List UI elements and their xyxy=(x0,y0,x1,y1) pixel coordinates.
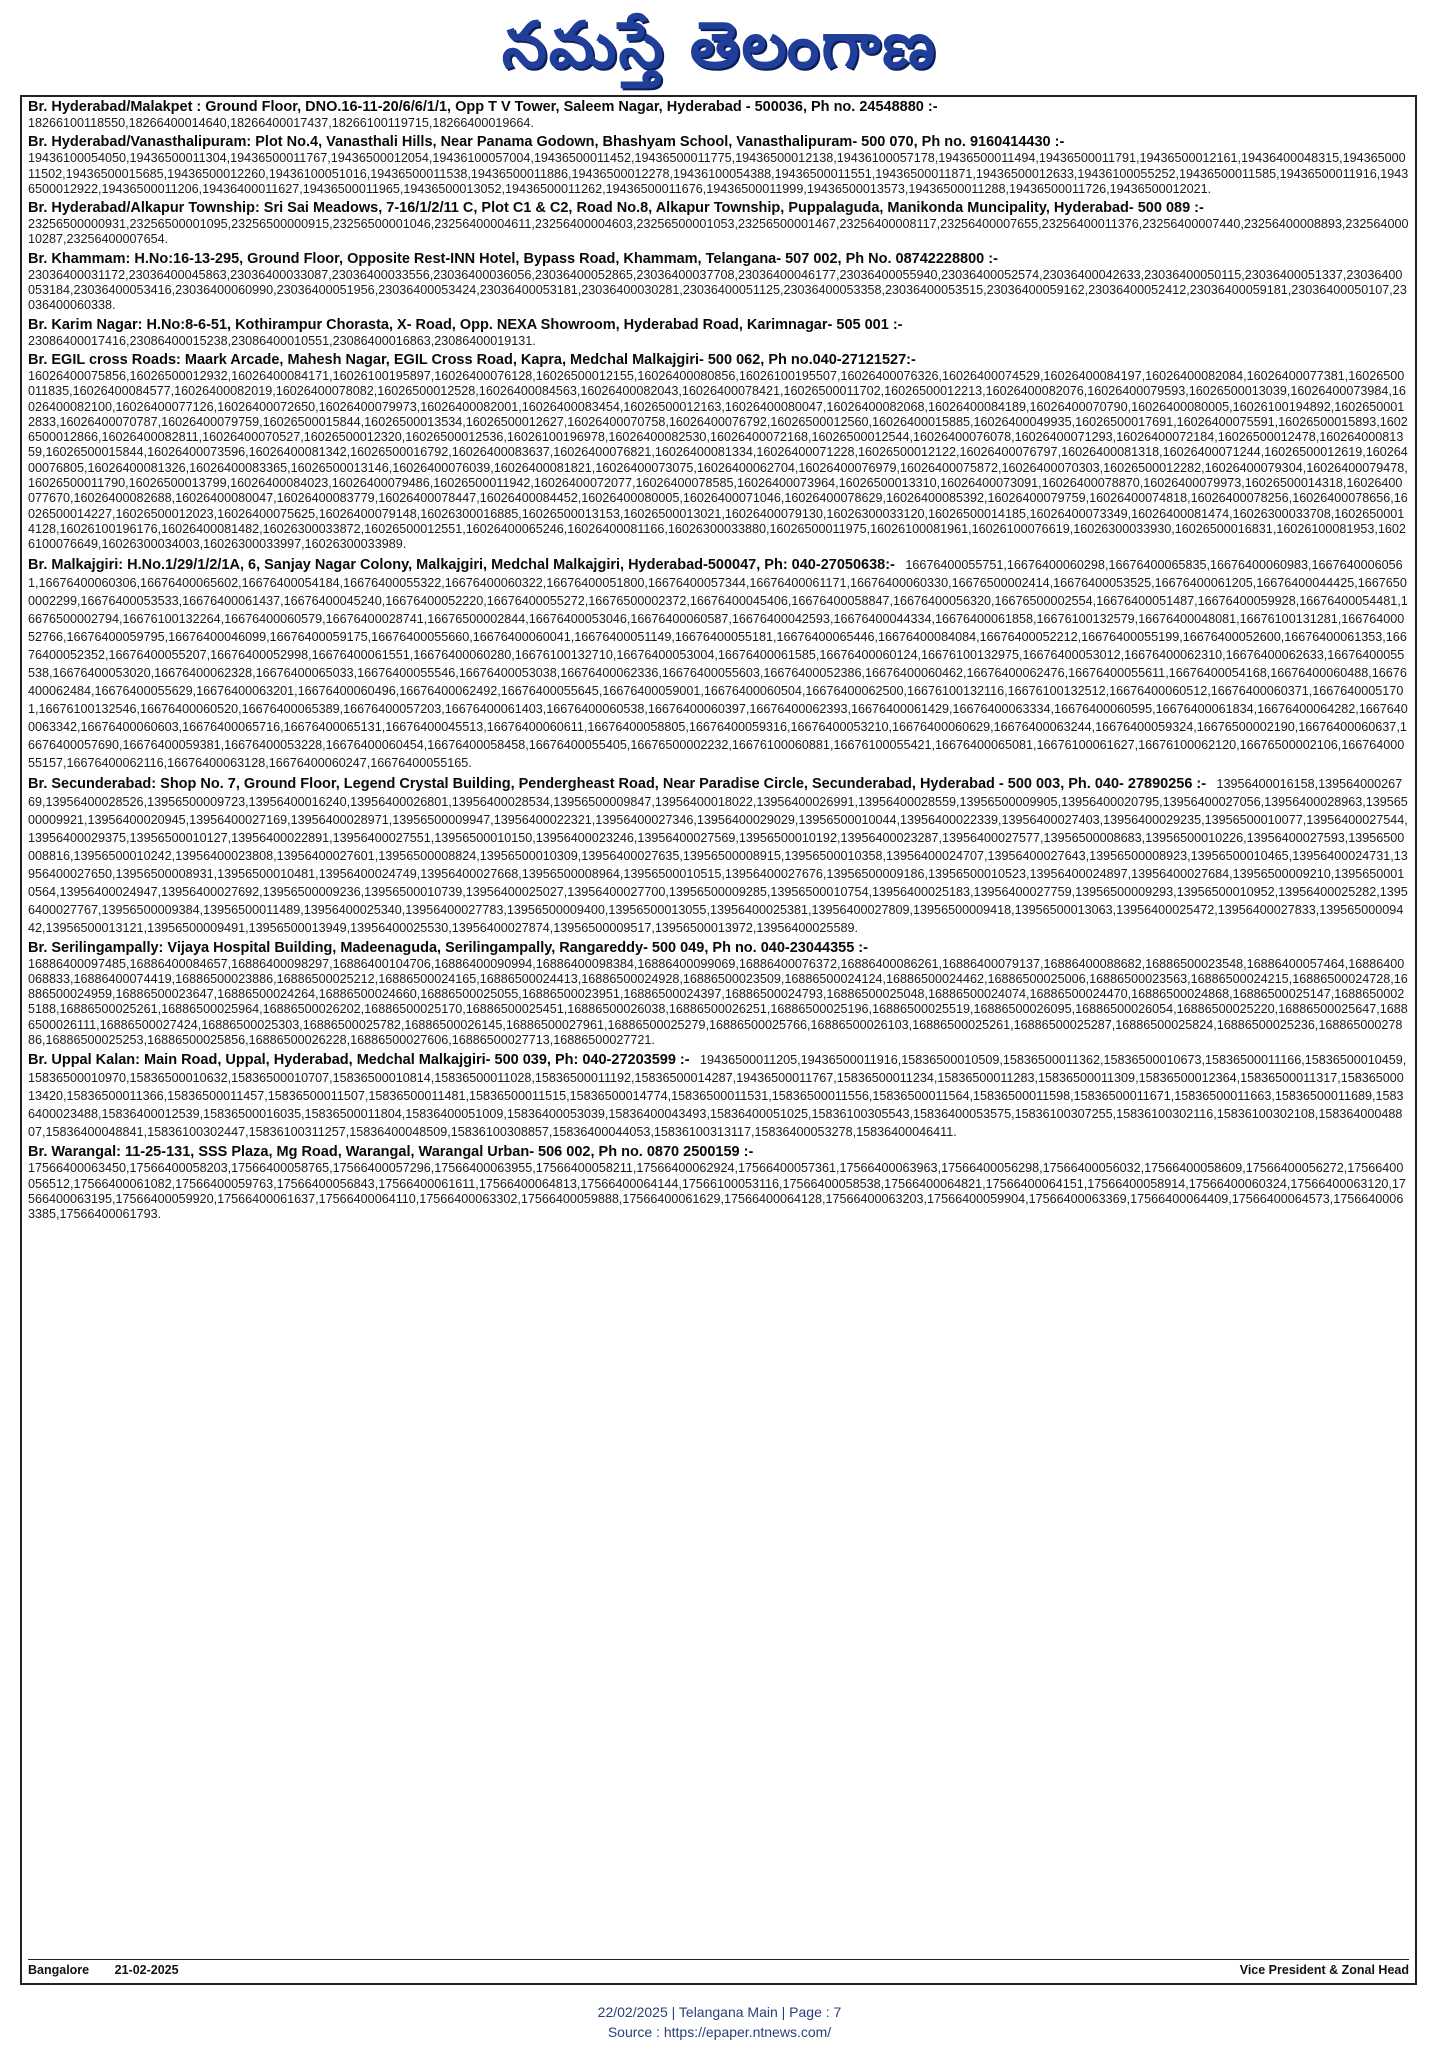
page-footer-source-line: Source : https://epaper.ntnews.com/ xyxy=(607,2024,832,2040)
account-list: 18266100118550,18266400014640,18266400017437,18266100119715,18266400019664. xyxy=(28,116,534,130)
branch-block xyxy=(28,99,1409,131)
branch-block xyxy=(28,1144,1409,1222)
branch-block xyxy=(28,940,1409,1049)
branch-list xyxy=(28,99,1409,1223)
branch-block xyxy=(28,200,1409,248)
legal-notice-box xyxy=(20,95,1417,1985)
account-list: 23256500000931,23256500001095,23256500000915,23256500001046,23256400004611,23256400004603,23256500001053,23256500001467,23256400008117,23256400007655,23256400011376,23256400007440,23256400008893,23256400010287,23256400007654. xyxy=(28,217,1409,247)
branch-block xyxy=(28,251,1409,314)
notice-signatory: Vice President & Zonal Head xyxy=(1239,1963,1409,1977)
branch-block xyxy=(28,352,1409,553)
branch-heading: Br. Karim Nagar: H.No:8-6-51, Kothirampur Chorasta, X- Road, Opp. NEXA Showroom, Hyderabad Road, Karimnagar- 505 001 :- xyxy=(28,316,903,333)
masthead xyxy=(0,0,1439,100)
branch-heading: Br. EGIL cross Roads: Maark Arcade, Mahesh Nagar, EGIL Cross Road, Kapra, Medchal Malkajgiri- 500 062, Ph no.040-27121527:- xyxy=(28,351,916,368)
account-list: 19436100054050,19436500011304,19436500011767,19436500012054,19436100057004,19436500011452,19436500011775,19436500012138,19436100057178,19436500011494,19436500011791,19436500012161,19436400048315,19436500011502,19436500015685,19436500012260,19436100051016,19436500011538,19436500011886,19436500012278,19436100054388,19436500011551,19436500011871,19436500012633,19436100055252,19436500011585,19436500011916,19436500012922,19436500011206,19436400011627,19436500011965,19436500013052,19436500011262,19436500011676,19436500011999,19436500013573,19436500011288,19436500011726,19436500012021. xyxy=(28,151,1409,196)
notice-signature-line xyxy=(28,1959,1409,1980)
account-list: 19436500011205,19436500011916,15836500010509,15836500011362,15836500010673,15836500011166,15836500010459,15836500010970,15836500010632,15836500010707,15836500010814,15836500011028,15836500011192,15836500014287,19436500011767,15836500011234,15836500011283,15836500011309,15836500012364,15836500011317,15836500013420,15836500011366,15836500011457,15836500011507,15836500011481,15836500011515,15836500014774,15836500011531,15836500011556,15836500011564,15836500011598,15836500011671,15836500011663,15836500011689,15836400023488,15836400012539,15836500016035,15836500011804,15836400051009,15836400053039,15836400043493,15836400051025,15836100305543,15836400053575,15836100307255,15836100302116,15836100302108,15836400048807,15836400048841,15836100302447,15836100311257,15836400048509,15836100308857,15836400044053,15836100313117,15836400053278,15836400046411. xyxy=(28,1053,1407,1140)
account-list: 23036400031172,23036400045863,23036400033087,23036400033556,23036400036056,23036400052865,23036400037708,23036400046177,23036400055940,23036400052574,23036400042633,23036400050115,23036400051337,23036400053184,23036400053416,23036400060990,23036400051956,23036400053424,23036400053181,23036400030281,23036400051125,23036400053358,23036400053515,23036400059162,23036400052412,23036400059181,23036400050107,23036400060338. xyxy=(28,267,1407,313)
account-list: 17566400063450,17566400058203,17566400058765,17566400057296,17566400063955,17566400058211,17566400062924,17566400057361,17566400063963,17566400056298,17566400056032,17566400058609,17566400056272,17566400056512,17566400061082,17566400059763,17566400056843,17566400061611,17566400064813,17566400064144,17566100053116,17566400058538,17566400064821,17566400064151,17566400058914,17566400060324,17566400063120,17566400063195,17566400059920,17566400061637,17566400064110,17566400063302,17566400059888,17566400061629,17566400064128,17566400063203,17566400059904,17566400063369,17566400064409,17566400064573,17566400063385,17566400061793. xyxy=(28,1161,1406,1222)
branch-block xyxy=(28,775,1409,937)
account-list: 23086400017416,23086400015238,23086400010551,23086400016863,23086400019131. xyxy=(28,333,536,348)
newspaper-logo: నమస్తే తెలంగాణ xyxy=(501,8,938,83)
page-footer-date-line: 22/02/2025 | Telangana Main | Page : 7 xyxy=(597,2004,842,2020)
branch-heading: Br. Secunderabad: Shop No. 7, Ground Floor, Legend Crystal Building, Pendergheast Road, Near Paradise Circle, Secunderabad, Hyderabad - 500 003, Ph. 040- 27890256 :- xyxy=(28,775,1207,792)
notice-place: Bangalore xyxy=(28,1963,90,1977)
branch-heading: Br. Malkajgiri: H.No.1/29/1/2/1A, 6, Sanjay Nagar Colony, Malkajgiri, Medchal Malkajgiri, Hyderabad-500047, Ph: 040-27050638:- xyxy=(28,556,895,573)
account-list: 16676400055751,16676400060298,16676400065835,16676400060983,16676400060561,16676400060306,16676400065602,16676400054184,16676400055322,16676400060322,16676400051800,16676400057344,16676400061171,16676400060330,16676500002414,16676400053525,16676400061205,16676400044425,16676500002299,16676400053533,16676400061437,16676400045240,16676400052220,16676400055272,16676500002372,16676400045406,16676400058847,16676400056320,16676500002554,16676400051487,16676400059928,16676400054481,16676500002794,16676100132264,16676400060579,16676400028741,16676500002844,16676400053046,16676400060587,16676400042593,16676400044334,16676400061858,16676100132579,16676400048081,16676100131281,16676400052766,16676400059795,16676400046099,16676400059175,16676400055660,16676400060041,16676400051149,16676400055181,16676400065446,16676400084084,16676400052212,16676400055199,16676400052600,16676400061353,16676400052352,16676400055207,16676400052998,16676400061551,16676400060280,16676100132710,16676400053004,16676400061585,16676400060124,16676100132975,16676400053012,16676400062310,16676400062633,16676400055538,16676400053020,16676400062328,16676400065033,16676400055546,16676400053038,16676400062336,16676400055603,16676400052386,16676400060462,16676400062476,16676400055611,16676400054168,16676400060488,16676400062484,16676400055629,16676400063201,16676400060496,16676400062492,16676400055645,16676400059001,16676400060504,16676400062500,16676100132116,16676100132512,16676400060512,16676400060371,16676400051701,16676100132546,16676400060520,16676400065389,16676400057203,16676400061403,16676400060538,16676400060397,16676400062393,16676400061429,16676400063334,16676400060595,16676400061834,16676400064282,16676400063342,16676400060603,16676400065716,16676400065131,16676400045513,16676400060611,16676400058805,16676400059316,16676400053210,16676400060629,16676400063244,16676400059324,16676500002190,16676400060637,16676400057690,16676400059381,16676400053228,16676400060454,16676400058458,16676400055405,16676500002232,16676100060881,16676100055421,16676400065081,16676100061627,16676100062120,16676500002106,16676400055157,16676400062116,16676400063128,16676400060247,16676400055165. xyxy=(28,557,1408,770)
account-list: 13956400016158,13956400026769,13956400028526,13956500009723,13956400016240,13956400026801,13956400028534,13956500009847,13956400018022,13956400026991,13956400028559,13956500009905,13956400020795,13956400027056,13956400028963,13956500009921,13956400020945,13956400027169,13956400028971,13956500009947,13956400022321,13956400027346,13956400029029,13956500010044,13956400022339,13956400027403,13956400029235,13956500010077,13956400027544,13956400029375,13956500010127,13956400022891,13956400027551,13956500010150,13956400023246,13956400027569,13956500010192,13956400023287,13956400027577,13956500008683,13956500010226,13956400027593,13956500008816,13956500010242,13956400023808,13956400027601,13956500008824,13956500010309,13956400027635,13956500008915,13956500010358,13956400024707,13956400027643,13956500008923,13956500010465,13956400024731,13956400027650,13956500008931,13956500010481,13956400024749,13956400027668,13956500008964,13956500010515,13956400027676,13956500009186,13956500010523,13956400024897,13956400027684,13956500009210,13956500010564,13956400024947,13956400027692,13956500009236,13956500010739,13956400025027,13956400027700,13956500009285,13956500010754,13956400025183,13956400027759,13956500009293,13956500010952,13956400025282,13956400027767,13956500009384,13956500011489,13956400025340,13956400027783,13956500009400,13956500013055,13956400025381,13956400027809,13956500009418,13956500013063,13956400025472,13956400027833,13956500009442,13956500013121,13956500009491,13956500013949,13956400025530,13956400027874,13956500009517,13956500013972,13956400025589. xyxy=(28,776,1408,935)
branch-heading: Br. Uppal Kalan: Main Road, Uppal, Hyderabad, Medchal Malkajgiri- 500 039, Ph: 040-27203599 :- xyxy=(28,1052,690,1069)
branch-heading: Br. Serilingampally: Vijaya Hospital Building, Madeenaguda, Serilingampally, Rangareddy- 500 049, Ph no. 040-23044355 :- xyxy=(28,939,868,956)
branch-block xyxy=(28,317,1409,349)
branch-heading: Br. Hyderabad/Vanasthalipuram: Plot No.4, Vanasthali Hills, Near Panama Godown, Bhashyam School, Vanasthalipuram- 500 070, Ph no. 9160414430 :- xyxy=(28,134,1065,151)
page-footer xyxy=(0,2002,1439,2042)
branch-block xyxy=(28,134,1409,197)
account-list: 16886400097485,16886400084657,16886400098297,16886400104706,16886400090994,16886400098384,16886400099069,16886400076372,16886400086261,16886400079137,16886400088682,16886500023548,16886400057464,16886400068833,16886400074419,16886500023886,16886500025212,16886500024165,16886500024413,16886500024928,16886500023509,16886500024124,16886500024462,16886500025006,16886500023563,16886500024215,16886500024728,16886500024959,16886500023647,16886500024264,16886500024660,16886500025055,16886500023951,16886500024397,16886500024793,16886500025048,16886500024074,16886500024470,16886500024868,16886500025147,16886500025188,16886500025261,16886500025964,16886500026202,16886500025170,16886500025451,16886500026038,16886500026251,16886500025196,16886500025519,16886500026095,16886500026054,16886500025220,16886500025647,16886500026111,16886500027424,16886500025303,16886500025782,16886500026145,16886500027961,16886500025279,16886500025766,16886500026103,16886500025261,16886500025287,16886500025824,16886500025236,16886500027886,16886500025253,16886500025856,16886500026228,16886500027606,16886500027713,16886500027721. xyxy=(28,956,1408,1048)
branch-heading: Br. Hyderabad/Alkapur Township: Sri Sai Meadows, 7-16/1/2/11 C, Plot C1 & C2, Road No.8, Alkapur Township, Puppalaguda, Manikonda Muncipality, Hyderabad- 500 089 :- xyxy=(28,200,1204,217)
branch-block xyxy=(28,556,1409,772)
branch-heading: Br. Warangal: 11-25-131, SSS Plaza, Mg Road, Warangal, Warangal Urban- 506 002, Ph no. 0870 2500159 :- xyxy=(28,1144,754,1161)
notice-date: 21-02-2025 xyxy=(114,1963,179,1977)
branch-heading: Br. Hyderabad/Malakpet : Ground Floor, DNO.16-11-20/6/6/1/1, Opp T V Tower, Saleem Nagar, Hyderabad - 500036, Ph no. 24548880 :- xyxy=(28,99,938,115)
account-list: 16026400075856,16026500012932,16026400084171,16026100195897,16026400076128,16026500012155,16026400080856,16026100195507,16026400076326,16026400074529,16026400084197,16026400082084,16026400077381,16026500011835,16026400084577,16026400082019,16026400078082,16026500012528,16026400084563,16026400082043,16026400078421,16026500011702,16026500012213,16026400082076,16026400079593,16026500013039,16026400073984,16026400082100,16026400077126,16026400072650,16026400079973,16026400082001,16026400083454,16026500012163,16026400080047,16026400082068,16026400084189,16026400070790,16026400080005,16026100194892,16026500012833,16026400070787,16026400079759,16026500015844,16026500013534,16026500012627,16026400070758,16026400076792,16026500012560,16026400015885,16026400049935,16026500017691,16026400075591,16026500015893,16026500012866,16026400082811,16026400070527,16026500012320,16026500012536,16026100196978,16026400082530,16026400072168,16026500012544,16026400076078,16026400071293,16026400072184,16026500012478,16026400081359,16026500015844,16026400073596,16026400081342,16026500016792,16026400083637,16026400076821,16026400081334,16026400071228,16026500012122,16026400076797,16026400081318,16026400071244,16026500012619,16026400076805,16026400081326,16026400083365,16026500013146,16026400076039,16026400081821,16026400073075,16026400062704,16026400076979,16026400075872,16026400070303,16026500012282,16026400079304,16026400079478,16026500011790,16026500013799,16026400084023,16026400079486,16026500011942,16026400072077,16026400078585,16026400073964,16026500013310,16026400073091,16026400078870,16026400079973,16026500014318,16026400077670,16026400082688,16026400080047,16026400083779,16026400078447,16026400084452,16026400080005,16026400071046,16026400078629,16026400085392,16026400079759,16026400074818,16026400078256,16026400078656,16026500014227,16026500012023,16026400075625,16026400079148,16026300016885,16026500013153,16026500013021,16026400079130,16026300033120,16026500014185,16026400073349,16026400081474,16026300033708,16026500014128,16026100196176,16026400081482,16026300033872,16026500012551,16026400065246,16026400081166,16026300033880,16026500011975,16026100081961,16026100076619,16026300033930,16026500016831,16026100081953,16026100076649,16026300034003,16026300033997,16026300033989. xyxy=(28,368,1408,552)
branch-block xyxy=(28,1051,1409,1141)
branch-heading: Br. Khammam: H.No:16-13-295, Ground Floor, Opposite Rest-INN Hotel, Bypass Road, Khammam, Telangana- 507 002, Ph No. 08742228800 :- xyxy=(28,250,998,267)
